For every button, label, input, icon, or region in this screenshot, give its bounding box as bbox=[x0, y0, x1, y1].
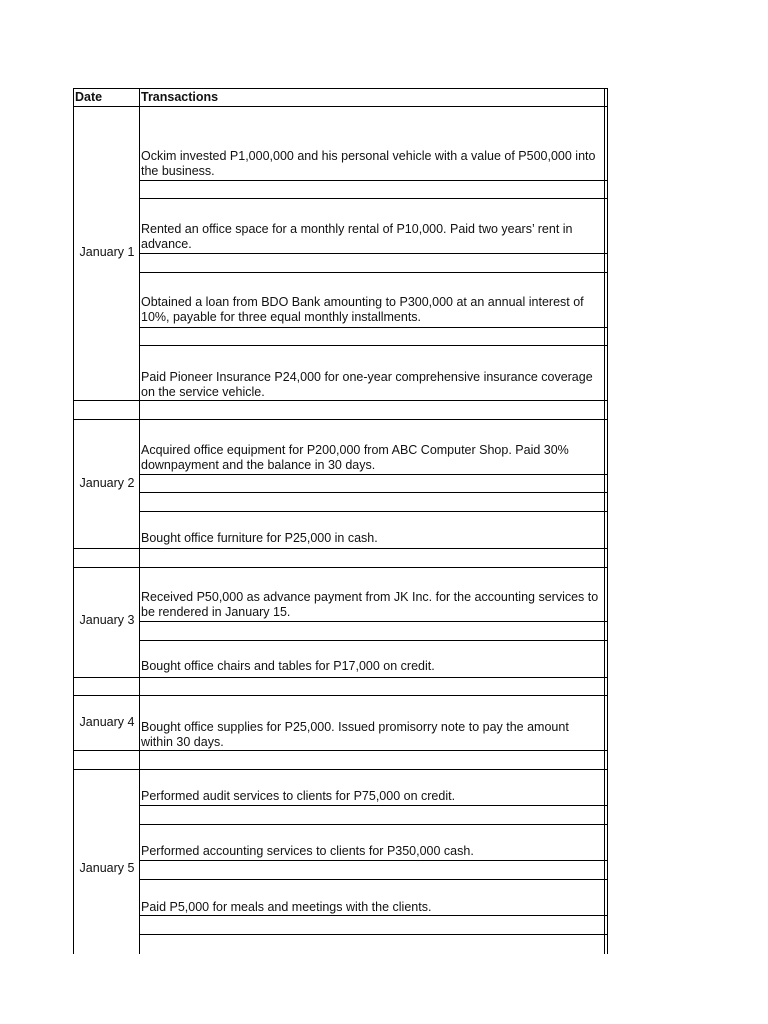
row-line bbox=[139, 345, 608, 346]
transaction-text: Paid Pioneer Insurance P24,000 for one-year comprehensive insurance coverage on the service vehicle. bbox=[141, 370, 593, 399]
group-separator bbox=[73, 677, 608, 678]
row-line bbox=[139, 511, 608, 512]
row-line bbox=[139, 879, 608, 880]
transaction-text: Acquired office equipment for P200,000 from ABC Computer Shop. Paid 30% downpayment and the balance in 30 days. bbox=[141, 443, 569, 472]
transaction-text: Bought office chairs and tables for P17,000 on credit. bbox=[141, 659, 435, 673]
group-separator bbox=[73, 695, 608, 696]
row-line bbox=[139, 180, 608, 181]
date-cell: January 2 bbox=[79, 476, 135, 490]
transaction-text: Performed audit services to clients for P75,000 on credit. bbox=[141, 789, 456, 803]
row-line bbox=[139, 621, 608, 622]
group-separator bbox=[73, 548, 608, 549]
transaction-text: Received P50,000 as advance payment from JK Inc. for the accounting services to be rendered in January 15. bbox=[141, 590, 599, 619]
row-line bbox=[139, 860, 608, 861]
group-separator bbox=[73, 419, 608, 420]
row-line bbox=[139, 934, 608, 935]
group-separator bbox=[73, 567, 608, 568]
row-line bbox=[139, 640, 608, 641]
row-line bbox=[139, 824, 608, 825]
transaction-text: Performed accounting services to clients for P350,000 cash. bbox=[141, 844, 474, 858]
group-separator bbox=[73, 400, 608, 401]
transactions-column-header: Transactions bbox=[141, 90, 219, 104]
row-line bbox=[139, 253, 608, 254]
transaction-text: Paid P5,000 for meals and meetings with the clients. bbox=[141, 900, 432, 914]
transaction-text: Bought office supplies for P25,000. Issued promisorry note to pay the amount within 30 days. bbox=[141, 720, 569, 749]
transaction-text: Rented an office space for a monthly rental of P10,000. Paid two years’ rent in advance. bbox=[141, 222, 573, 251]
date-cell: January 5 bbox=[79, 861, 135, 875]
row-line bbox=[139, 272, 608, 273]
transaction-text: Ockim invested P1,000,000 and his personal vehicle with a value of P500,000 into the business. bbox=[141, 149, 596, 178]
row-line bbox=[139, 198, 608, 199]
date-cell: January 1 bbox=[79, 245, 135, 259]
table-border-left bbox=[73, 88, 74, 954]
row-line bbox=[139, 327, 608, 328]
row-line bbox=[139, 805, 608, 806]
transaction-text: Obtained a loan from BDO Bank amounting to P300,000 at an annual interest of 10%, payable for three equal monthly installments. bbox=[141, 295, 584, 324]
group-separator bbox=[73, 769, 608, 770]
group-separator bbox=[73, 750, 608, 751]
transaction-text: Bought office furniture for P25,000 in cash. bbox=[141, 531, 378, 545]
date-column-header: Date bbox=[75, 90, 103, 104]
header-top-border bbox=[73, 88, 608, 89]
date-cell: January 3 bbox=[79, 613, 135, 627]
row-line bbox=[139, 474, 608, 475]
date-cell: January 4 bbox=[79, 715, 135, 729]
row-line bbox=[139, 915, 608, 916]
row-line bbox=[139, 492, 608, 493]
header-bottom-border bbox=[73, 106, 608, 107]
